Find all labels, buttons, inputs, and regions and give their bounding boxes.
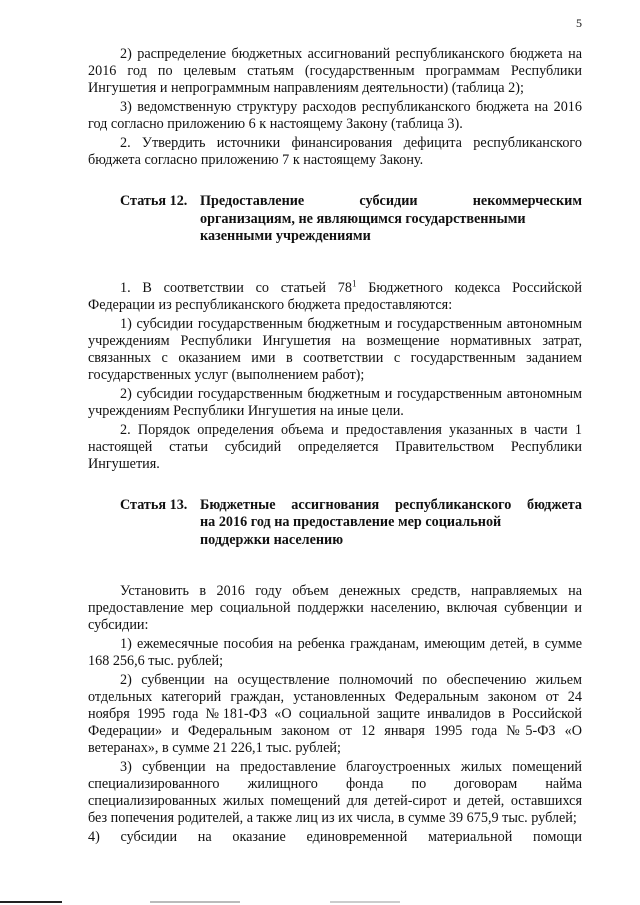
document-body [88,46,582,848]
scan-edge-line [0,901,640,903]
article-12-item-1: 1) субсидии государственным бюджетным и государственным автономным учреждениям Республики Ингушетия на возмещение нормативных затрат, связанных с оказанием ими в соответствии с государственным заданием государственных услуг (выполнением работ); [88,315,582,383]
article-12-item-2: 2) субсидии государственным бюджетным и государственным автономным учреждениям Республики Ингушетия на иные цели. [88,385,582,419]
article-13-item-2: 2) субвенции на осуществление полномочий по обеспечению жильем отдельных категорий граждан, установленных Федеральным законом от 24 ноября 1995 года №181-ФЗ «О социальной защите инвалидов в Российской Федерации» и Федеральным законом от 12 января 1995 года №5-ФЗ «О ветеранах», в сумме 21 226,1 тыс. рублей; [88,672,582,756]
article-12-clause-1 [88,277,582,314]
intro-item-2: 2) распределение бюджетных ассигнований республиканского бюджета на 2016 год по целевым статьям (государственным программам Республики Ингушетия и непрограммным направлениям деятельности) (таблица 2); [88,46,582,96]
article-12-clause-1-text-a: 1. В соответствии со статьей 78 [120,279,352,296]
article-12-heading [88,193,582,246]
article-13-number: Статья 13. [120,496,188,513]
page-number: 5 [576,16,582,30]
article-13-item-4: 4) субсидии на оказание единовременной материальной помощи [88,829,582,845]
article-12-title-line-3: казенными учреждениями [200,228,371,244]
article-12-title-line-1: Предоставление субсидии некоммерческим [200,193,582,209]
article-13-item-1: 1) ежемесячные пособия на ребенка гражданам, имеющим детей, в сумме 168 256,6 тыс. рублей; [88,636,582,669]
article-12-clause-2: 2. Порядок определения объема и предоставления указанных в части 1 настоящей статьи субсидий определяется Правительством Республики Ингушетия. [88,421,582,472]
article-12-number: Статья 12. [120,193,188,209]
article-13-item-3: 3) субвенции на предоставление благоустроенных жилых помещений специализированного жилищного фонда по договорам найма специализированных жилых помещений для детей-сирот и детей, оставшихся без попечения родителей, а также лиц из их числа, в сумме 39 675,9 тыс. рублей; [88,759,582,826]
article-13-title-line-1: Бюджетные ассигнования республиканского бюджета [200,496,582,513]
article-13-heading [88,497,582,550]
article-13-intro: Установить в 2016 году объем денежных средств, направляемых на предоставление мер социальной поддержки населению, включая субвенции и субсидии: [88,583,582,633]
article-12-title-line-2: организациям, не являющимся государственными [200,210,526,227]
article-13-title-line-2: на 2016 год на предоставление мер социальной [200,514,502,530]
article-12-superscript: 1 [351,277,357,288]
article-13-title-line-3: поддержки населению [200,531,344,548]
intro-item-3: 3) ведомственную структуру расходов республиканского бюджета на 2016 год согласно приложению 6 к настоящему Закону (таблица 3). [88,99,582,132]
article-12-clause-1-text-b: Бюджетного кодекса Российской Федерации из республиканского бюджета предоставляются: [88,279,582,313]
intro-clause-2: 2. Утвердить источники финансирования дефицита республиканского бюджета согласно приложению 7 к настоящему Закону. [88,135,582,168]
